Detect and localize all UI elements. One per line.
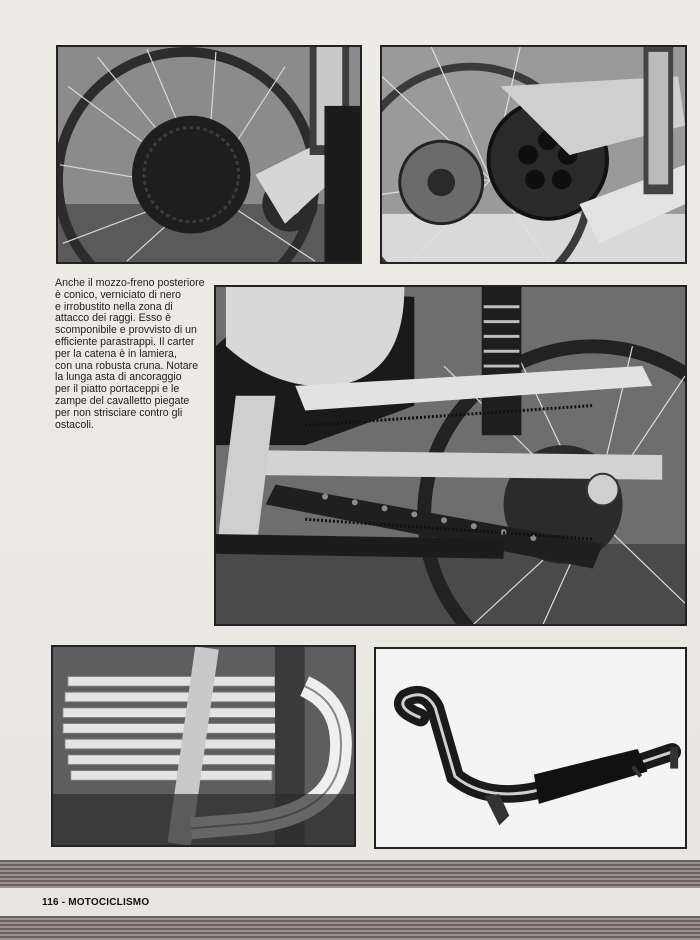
photo-engine-exhaust	[51, 645, 356, 847]
photo-sprocket-hub-right	[380, 45, 687, 264]
photo-caption: Anche il mozzo-freno posteriore è conico, verniciato di nero e irrobustito nella zona di attacco dei raggi. Esso è scomponibile e provvisto di un efficiente parastrappi. Il carter per la catena è in lamiera, con una robusta cruna. Notare la lunga asta di ancoraggio per il piatto portaceppi e le zampe del cavalletto piegate per non strisciare contro gli ostacoli.	[55, 277, 205, 431]
photo-rear-hub-left	[56, 45, 362, 264]
photo-swingarm-chain	[214, 285, 687, 626]
photo-exhaust-pipe	[374, 647, 687, 849]
page-number-label: 116 - MOTOCICLISMO	[42, 897, 150, 908]
